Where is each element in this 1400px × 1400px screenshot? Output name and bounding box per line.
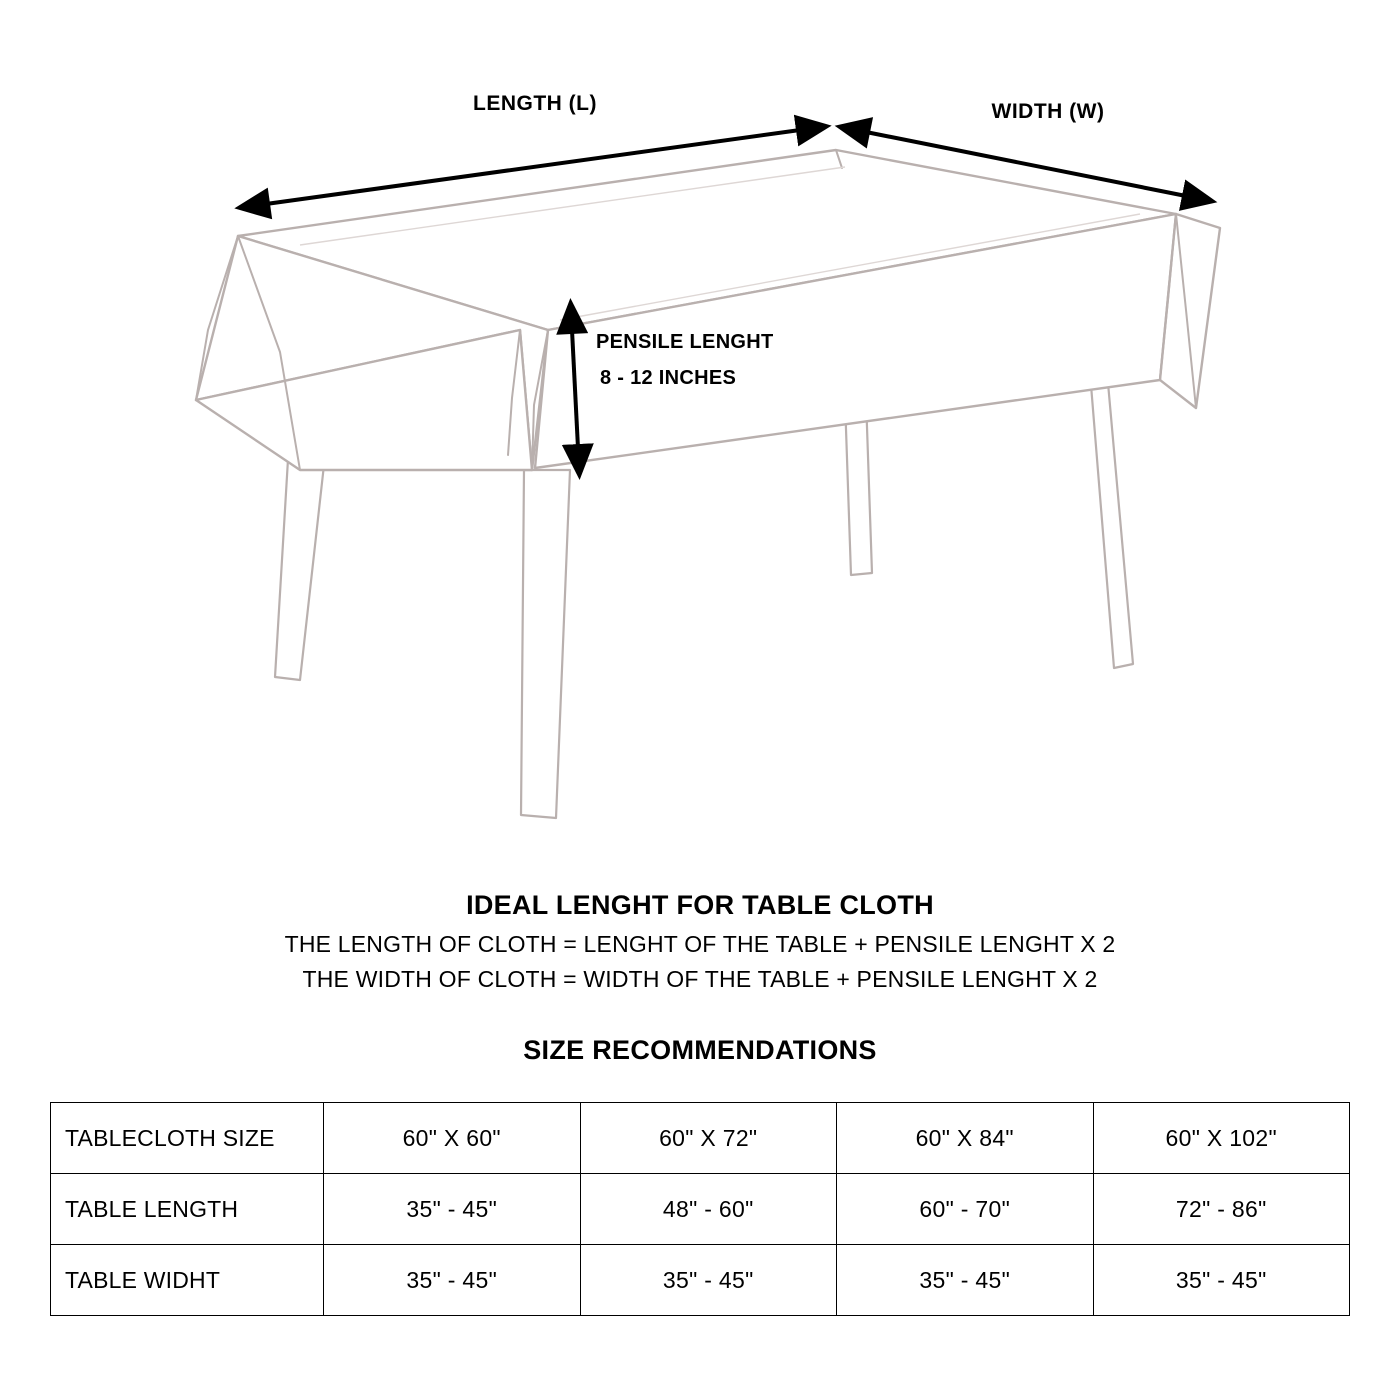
size-recommendations-table bbox=[50, 1102, 1350, 1316]
row-header-table-width: TABLE WIDHT bbox=[51, 1245, 324, 1316]
formula-text-block bbox=[0, 890, 1400, 1066]
size-recommendations-heading: SIZE RECOMMENDATIONS bbox=[523, 1035, 877, 1065]
cell-table-length-4: 72" - 86" bbox=[1093, 1174, 1350, 1245]
cell-table-length-1: 35" - 45" bbox=[324, 1174, 581, 1245]
size-recommendations-table-wrap bbox=[50, 1102, 1350, 1316]
cell-table-length-2: 48" - 60" bbox=[580, 1174, 837, 1245]
table-row bbox=[51, 1174, 1350, 1245]
table-row bbox=[51, 1103, 1350, 1174]
row-header-table-length: TABLE LENGTH bbox=[51, 1174, 324, 1245]
length-label: LENGTH (L) bbox=[473, 92, 597, 115]
cell-tablecloth-size-3: 60" X 84" bbox=[837, 1103, 1094, 1174]
cell-table-width-1: 35" - 45" bbox=[324, 1245, 581, 1316]
formula-width: THE WIDTH OF CLOTH = WIDTH OF THE TABLE + PENSILE LENGHT X 2 bbox=[302, 966, 1098, 992]
cell-table-length-3: 60" - 70" bbox=[837, 1174, 1094, 1245]
pensile-range-label: 8 - 12 INCHES bbox=[600, 367, 737, 389]
formula-length: THE LENGTH OF CLOTH = LENGHT OF THE TABLE + PENSILE LENGHT X 2 bbox=[284, 931, 1116, 957]
tablecloth-shape bbox=[196, 150, 1220, 470]
cell-tablecloth-size-4: 60" X 102" bbox=[1093, 1103, 1350, 1174]
cell-table-width-3: 35" - 45" bbox=[837, 1245, 1094, 1316]
cell-tablecloth-size-1: 60" X 60" bbox=[324, 1103, 581, 1174]
width-label: WIDTH (W) bbox=[991, 100, 1105, 123]
cell-table-width-4: 35" - 45" bbox=[1093, 1245, 1350, 1316]
row-header-tablecloth-size: TABLECLOTH SIZE bbox=[51, 1103, 324, 1174]
pensile-length-label: PENSILE LENGHT bbox=[596, 331, 774, 353]
cell-table-width-2: 35" - 45" bbox=[580, 1245, 837, 1316]
ideal-length-heading: IDEAL LENGHT FOR TABLE CLOTH bbox=[466, 890, 934, 920]
cell-tablecloth-size-2: 60" X 72" bbox=[580, 1103, 837, 1174]
table-row bbox=[51, 1245, 1350, 1316]
